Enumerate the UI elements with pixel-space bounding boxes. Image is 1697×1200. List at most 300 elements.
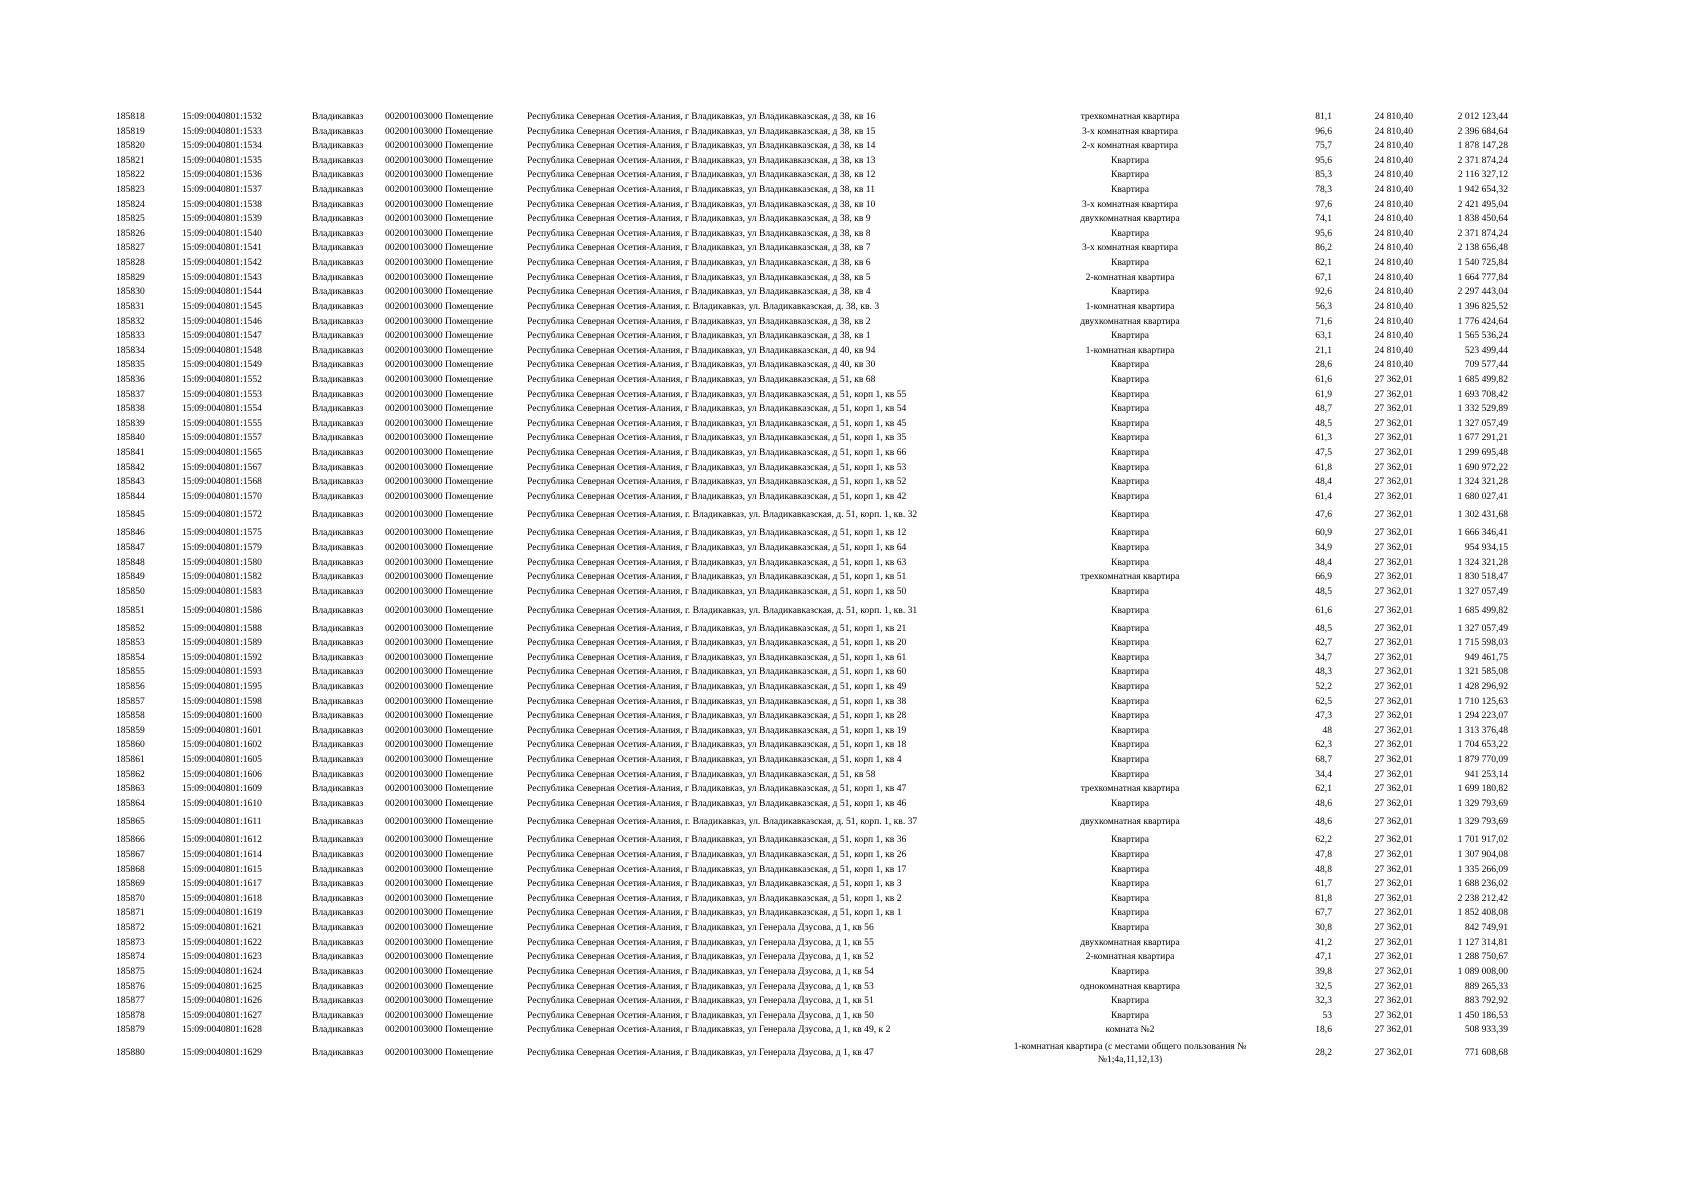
cell-unit-cost: 27 362,01 xyxy=(1374,892,1413,904)
cell-area: 61,6 xyxy=(1315,604,1332,616)
cell-city: Владикавказ xyxy=(312,140,364,152)
cell-city: Владикавказ xyxy=(312,198,364,210)
cell-unit-cost: 27 362,01 xyxy=(1374,753,1413,765)
cell-object-name: 3-х комнатная квартира xyxy=(1082,125,1178,137)
cell-cadastral-value: 941 253,14 xyxy=(1464,768,1508,780)
cell-area: 81,8 xyxy=(1315,892,1332,904)
cell-unit-cost: 27 362,01 xyxy=(1374,907,1413,919)
cell-object-name: Квартира xyxy=(1110,227,1150,239)
cell-cadastral-number: 15:09:0040801:1583 xyxy=(182,585,262,597)
cell-row-id: 185818 xyxy=(116,111,145,122)
cell-address: Республика Северная Осетия-Алания, г Владикавказ, ул Владикавказская, д 51, корп 1, кв 51 xyxy=(527,571,907,583)
cell-object-code: 002001003000 Помещение xyxy=(385,753,494,765)
cell-address: Республика Северная Осетия-Алания, г Владикавказ, ул Владикавказская, д 38, кв 14 xyxy=(527,140,876,152)
cell-address: Республика Северная Осетия-Алания, г Владикавказ, ул Владикавказская, д 38, кв 15 xyxy=(527,125,876,137)
cell-address: Республика Северная Осетия-Алания, г Владикавказ, ул Генерала Дзусова, д 1, кв 51 xyxy=(527,995,874,1007)
cell-address: Республика Северная Осетия-Алания, г Владикавказ, ул Владикавказская, д 51, корп 1, кв 1 xyxy=(527,907,902,919)
cell-address: Республика Северная Осетия-Алания, г Владикавказ, ул Владикавказская, д 51, кв 68 xyxy=(527,373,876,385)
cell-row-id: 185845 xyxy=(116,509,145,521)
cell-object-code: 002001003000 Помещение xyxy=(385,710,494,722)
cell-city: Владикавказ xyxy=(312,753,364,765)
table-row xyxy=(0,585,1697,600)
cell-object-name: Квартира xyxy=(1110,907,1150,919)
cell-city: Владикавказ xyxy=(312,330,364,342)
cell-cadastral-value: 1 699 180,82 xyxy=(1457,783,1508,795)
cell-row-id: 185874 xyxy=(116,951,145,963)
cell-address: Республика Северная Осетия-Алания, г Владикавказ, ул Владикавказская, д 51, корп 1, кв 61 xyxy=(527,651,907,663)
cell-cadastral-number: 15:09:0040801:1588 xyxy=(182,622,262,634)
cell-address: Республика Северная Осетия-Алания, г Владикавказ, ул Генерала Дзусова, д 1, кв 56 xyxy=(527,922,874,934)
cell-unit-cost: 27 362,01 xyxy=(1374,951,1413,963)
cell-area: 47,3 xyxy=(1315,710,1332,722)
cell-cadastral-value: 1 329 793,69 xyxy=(1457,816,1508,828)
cell-object-code: 002001003000 Помещение xyxy=(385,907,494,919)
cell-object-code: 002001003000 Помещение xyxy=(385,571,494,583)
cell-area: 41,2 xyxy=(1315,936,1332,948)
cell-address: Республика Северная Осетия-Алания, г Владикавказ, ул Владикавказская, д 38, кв 2 xyxy=(527,315,871,327)
cell-area: 34,7 xyxy=(1315,651,1332,663)
cell-object-name: Квартира xyxy=(1110,527,1150,539)
cell-object-code: 002001003000 Помещение xyxy=(385,509,494,521)
cell-address: Республика Северная Осетия-Алания, г Владикавказ, ул Владикавказская, д 38, кв 6 xyxy=(527,257,871,269)
cell-unit-cost: 27 362,01 xyxy=(1374,527,1413,539)
cell-object-name: Квартира xyxy=(1110,417,1150,429)
cell-city: Владикавказ xyxy=(312,834,364,846)
cell-unit-cost: 24 810,40 xyxy=(1374,111,1413,122)
cell-row-id: 185820 xyxy=(116,140,145,152)
cell-object-name: Квартира xyxy=(1110,768,1150,780)
cell-city: Владикавказ xyxy=(312,651,364,663)
cell-unit-cost: 27 362,01 xyxy=(1374,403,1413,415)
cell-object-name: Квартира xyxy=(1110,666,1150,678)
cell-object-code: 002001003000 Помещение xyxy=(385,330,494,342)
cell-object-name: трехкомнатная квартира xyxy=(1080,111,1180,122)
cell-address: Республика Северная Осетия-Алания, г. Владикавказ, ул. Владикавказская, д. 51, корп. 1, кв. 37 xyxy=(527,816,918,828)
cell-city: Владикавказ xyxy=(312,213,364,225)
cell-unit-cost: 27 362,01 xyxy=(1374,965,1413,977)
cell-address: Республика Северная Осетия-Алания, г Владикавказ, ул Владикавказская, д 51, корп 1, кв 45 xyxy=(527,417,907,429)
table-row xyxy=(0,504,1697,526)
cell-row-id: 185841 xyxy=(116,447,145,459)
cell-area: 95,6 xyxy=(1315,154,1332,166)
cell-object-code: 002001003000 Помещение xyxy=(385,417,494,429)
cell-cadastral-number: 15:09:0040801:1622 xyxy=(182,936,262,948)
cell-area: 34,4 xyxy=(1315,768,1332,780)
cell-area: 48,4 xyxy=(1315,556,1332,568)
cell-area: 56,3 xyxy=(1315,300,1332,312)
cell-cadastral-number: 15:09:0040801:1602 xyxy=(182,739,262,751)
cell-unit-cost: 24 810,40 xyxy=(1374,169,1413,181)
cell-object-name: Квартира xyxy=(1110,154,1150,166)
cell-city: Владикавказ xyxy=(312,980,364,992)
cell-cadastral-value: 1 288 750,67 xyxy=(1457,951,1508,963)
cell-object-code: 002001003000 Помещение xyxy=(385,637,494,649)
cell-row-id: 185843 xyxy=(116,476,145,488)
cell-area: 63,1 xyxy=(1315,330,1332,342)
cell-row-id: 185860 xyxy=(116,739,145,751)
cell-cadastral-number: 15:09:0040801:1619 xyxy=(182,907,262,919)
cell-object-name: Квартира xyxy=(1110,509,1150,521)
cell-cadastral-value: 1 879 770,09 xyxy=(1457,753,1508,765)
cell-address: Республика Северная Осетия-Алания, г Владикавказ, ул Генерала Дзусова, д 1, кв 55 xyxy=(527,936,874,948)
cell-cadastral-value: 1 776 424,64 xyxy=(1457,315,1508,327)
cell-cadastral-number: 15:09:0040801:1628 xyxy=(182,1024,262,1036)
cell-object-code: 002001003000 Помещение xyxy=(385,461,494,473)
cell-object-name: Квартира xyxy=(1110,169,1150,181)
cell-cadastral-number: 15:09:0040801:1629 xyxy=(182,1047,262,1059)
cell-row-id: 185864 xyxy=(116,797,145,809)
cell-row-id: 185858 xyxy=(116,710,145,722)
table-row xyxy=(0,271,1697,286)
cell-cadastral-value: 1 396 825,52 xyxy=(1457,300,1508,312)
cell-city: Владикавказ xyxy=(312,490,364,502)
cell-row-id: 185879 xyxy=(116,1024,145,1036)
table-row xyxy=(0,950,1697,965)
cell-city: Владикавказ xyxy=(312,797,364,809)
table-row xyxy=(0,877,1697,892)
cell-cadastral-number: 15:09:0040801:1580 xyxy=(182,556,262,568)
cell-object-code: 002001003000 Помещение xyxy=(385,198,494,210)
cell-cadastral-value: 1 715 598,03 xyxy=(1457,637,1508,649)
table-row xyxy=(0,892,1697,907)
cell-cadastral-value: 1 701 917,02 xyxy=(1457,834,1508,846)
cell-cadastral-number: 15:09:0040801:1534 xyxy=(182,140,262,152)
cell-area: 92,6 xyxy=(1315,286,1332,298)
cell-cadastral-value: 1 710 125,63 xyxy=(1457,695,1508,707)
cell-unit-cost: 24 810,40 xyxy=(1374,257,1413,269)
cell-cadastral-value: 1 830 518,47 xyxy=(1457,571,1508,583)
table-row xyxy=(0,622,1697,637)
cell-area: 62,1 xyxy=(1315,257,1332,269)
cell-object-name: 1-комнатная квартира xyxy=(1085,300,1175,312)
cell-unit-cost: 24 810,40 xyxy=(1374,330,1413,342)
cell-cadastral-number: 15:09:0040801:1543 xyxy=(182,271,262,283)
cell-address: Республика Северная Осетия-Алания, г Владикавказ, ул Владикавказская, д 38, кв 7 xyxy=(527,242,871,254)
table-row xyxy=(0,227,1697,242)
cell-object-name: Квартира xyxy=(1110,892,1150,904)
cell-cadastral-value: 1 565 536,24 xyxy=(1457,330,1508,342)
cell-cadastral-value: 1 329 793,69 xyxy=(1457,797,1508,809)
cell-object-code: 002001003000 Помещение xyxy=(385,922,494,934)
cell-cadastral-number: 15:09:0040801:1539 xyxy=(182,213,262,225)
cell-unit-cost: 24 810,40 xyxy=(1374,286,1413,298)
cell-address: Республика Северная Осетия-Алания, г Владикавказ, ул Владикавказская, д 51, корп 1, кв 52 xyxy=(527,476,907,488)
cell-unit-cost: 27 362,01 xyxy=(1374,1047,1413,1059)
cell-object-name: двухкомнатная квартира xyxy=(1080,936,1180,948)
cell-cadastral-number: 15:09:0040801:1600 xyxy=(182,710,262,722)
cell-object-name: Квартира xyxy=(1110,490,1150,502)
cell-cadastral-number: 15:09:0040801:1592 xyxy=(182,651,262,663)
cell-object-code: 002001003000 Помещение xyxy=(385,300,494,312)
table-row xyxy=(0,724,1697,739)
cell-address: Республика Северная Осетия-Алания, г Владикавказ, ул Владикавказская, д 38, кв 8 xyxy=(527,227,871,239)
table-row xyxy=(0,1009,1697,1024)
cell-area: 61,9 xyxy=(1315,388,1332,400)
cell-unit-cost: 27 362,01 xyxy=(1374,783,1413,795)
cell-city: Владикавказ xyxy=(312,695,364,707)
cell-cadastral-number: 15:09:0040801:1593 xyxy=(182,666,262,678)
cell-row-id: 185850 xyxy=(116,585,145,597)
cell-area: 48,4 xyxy=(1315,476,1332,488)
cell-cadastral-value: 1 307 904,08 xyxy=(1457,849,1508,861)
cell-object-code: 002001003000 Помещение xyxy=(385,542,494,554)
cell-city: Владикавказ xyxy=(312,849,364,861)
cell-object-code: 002001003000 Помещение xyxy=(385,111,494,122)
cell-cadastral-number: 15:09:0040801:1541 xyxy=(182,242,262,254)
cell-city: Владикавказ xyxy=(312,951,364,963)
table-row xyxy=(0,709,1697,724)
cell-cadastral-value: 1 690 972,22 xyxy=(1457,461,1508,473)
cell-area: 97,6 xyxy=(1315,198,1332,210)
cell-row-id: 185833 xyxy=(116,330,145,342)
cell-area: 61,3 xyxy=(1315,432,1332,444)
cell-unit-cost: 24 810,40 xyxy=(1374,227,1413,239)
cell-cadastral-value: 1 327 057,49 xyxy=(1457,417,1508,429)
cell-address: Республика Северная Осетия-Алания, г Владикавказ, ул Владикавказская, д 51, корп 1, кв 42 xyxy=(527,490,907,502)
cell-city: Владикавказ xyxy=(312,315,364,327)
cell-object-code: 002001003000 Помещение xyxy=(385,1047,494,1059)
cell-unit-cost: 24 810,40 xyxy=(1374,198,1413,210)
cell-cadastral-number: 15:09:0040801:1572 xyxy=(182,509,262,521)
cell-area: 85,3 xyxy=(1315,169,1332,181)
cell-address: Республика Северная Осетия-Алания, г. Владикавказ, ул. Владикавказская, д. 38, кв. 3 xyxy=(527,300,880,312)
cell-row-id: 185875 xyxy=(116,965,145,977)
cell-cadastral-number: 15:09:0040801:1614 xyxy=(182,849,262,861)
cell-object-name: Квартира xyxy=(1110,447,1150,459)
cell-cadastral-value: 883 792,92 xyxy=(1464,995,1508,1007)
table-row xyxy=(0,782,1697,797)
cell-cadastral-value: 1 127 314,81 xyxy=(1457,936,1508,948)
cell-cadastral-value: 771 608,68 xyxy=(1464,1047,1508,1059)
cell-cadastral-value: 1 324 321,28 xyxy=(1457,556,1508,568)
cell-object-code: 002001003000 Помещение xyxy=(385,388,494,400)
cell-city: Владикавказ xyxy=(312,227,364,239)
cell-row-id: 185880 xyxy=(116,1047,145,1059)
cell-area: 47,6 xyxy=(1315,509,1332,521)
cell-object-name: однокомнатная квартира xyxy=(1079,980,1181,992)
cell-object-code: 002001003000 Помещение xyxy=(385,213,494,225)
cell-object-name: Квартира xyxy=(1110,651,1150,663)
table-row xyxy=(0,526,1697,541)
cell-row-id: 185821 xyxy=(116,154,145,166)
table-row xyxy=(0,556,1697,571)
cell-unit-cost: 27 362,01 xyxy=(1374,834,1413,846)
cell-row-id: 185872 xyxy=(116,922,145,934)
cell-address: Республика Северная Осетия-Алания, г Владикавказ, ул Владикавказская, д 51, корп 1, кв 36 xyxy=(527,834,907,846)
table-row xyxy=(0,1023,1697,1038)
cell-city: Владикавказ xyxy=(312,388,364,400)
cell-object-name: Квартира xyxy=(1110,995,1150,1007)
table-row xyxy=(0,315,1697,330)
cell-cadastral-value: 2 371 874,24 xyxy=(1457,154,1508,166)
cell-unit-cost: 27 362,01 xyxy=(1374,447,1413,459)
cell-row-id: 185837 xyxy=(116,388,145,400)
cell-area: 18,6 xyxy=(1315,1024,1332,1036)
cell-unit-cost: 24 810,40 xyxy=(1374,242,1413,254)
table-row xyxy=(0,936,1697,951)
cell-row-id: 185867 xyxy=(116,849,145,861)
cell-object-code: 002001003000 Помещение xyxy=(385,936,494,948)
cell-object-name: Квартира xyxy=(1110,753,1150,765)
cell-address: Республика Северная Осетия-Алания, г Владикавказ, ул Генерала Дзусова, д 1, кв 53 xyxy=(527,980,874,992)
cell-unit-cost: 27 362,01 xyxy=(1374,373,1413,385)
cell-cadastral-number: 15:09:0040801:1554 xyxy=(182,403,262,415)
cell-object-name: Квартира xyxy=(1110,556,1150,568)
cell-object-name: двухкомнатная квартира xyxy=(1080,213,1180,225)
cell-object-name: 3-х комнатная квартира xyxy=(1082,198,1178,210)
cell-object-code: 002001003000 Помещение xyxy=(385,878,494,890)
cell-object-code: 002001003000 Помещение xyxy=(385,476,494,488)
table-row xyxy=(0,285,1697,300)
cell-unit-cost: 27 362,01 xyxy=(1374,476,1413,488)
cell-row-id: 185840 xyxy=(116,432,145,444)
table-row xyxy=(0,388,1697,403)
cell-object-code: 002001003000 Помещение xyxy=(385,1009,494,1021)
cell-object-name: Квартира xyxy=(1110,849,1150,861)
cell-address: Республика Северная Осетия-Алания, г Владикавказ, ул Владикавказская, д 38, кв 9 xyxy=(527,213,871,225)
cell-row-id: 185824 xyxy=(116,198,145,210)
cell-area: 62,2 xyxy=(1315,834,1332,846)
cell-cadastral-number: 15:09:0040801:1606 xyxy=(182,768,262,780)
cell-unit-cost: 27 362,01 xyxy=(1374,797,1413,809)
cell-object-name: комната №2 xyxy=(1105,1024,1155,1036)
cell-cadastral-number: 15:09:0040801:1545 xyxy=(182,300,262,312)
table-row xyxy=(0,738,1697,753)
cell-object-code: 002001003000 Помещение xyxy=(385,344,494,356)
cell-address: Республика Северная Осетия-Алания, г Владикавказ, ул Владикавказская, д 38, кв 11 xyxy=(527,184,876,196)
table-row xyxy=(0,446,1697,461)
cell-area: 96,6 xyxy=(1315,125,1332,137)
cell-area: 48,5 xyxy=(1315,585,1332,597)
cell-city: Владикавказ xyxy=(312,724,364,736)
cell-address: Республика Северная Осетия-Алания, г Владикавказ, ул Владикавказская, д 40, кв 30 xyxy=(527,359,876,371)
table-row xyxy=(0,965,1697,980)
cell-cadastral-value: 1 878 147,28 xyxy=(1457,140,1508,152)
cell-cadastral-number: 15:09:0040801:1532 xyxy=(182,111,262,122)
cell-area: 28,6 xyxy=(1315,359,1332,371)
cell-object-code: 002001003000 Помещение xyxy=(385,315,494,327)
table-row xyxy=(0,125,1697,140)
table-row xyxy=(0,241,1697,256)
cell-address: Республика Северная Осетия-Алания, г Владикавказ, ул Владикавказская, д 51, корп 1, кв 21 xyxy=(527,622,907,634)
cell-city: Владикавказ xyxy=(312,286,364,298)
cell-city: Владикавказ xyxy=(312,300,364,312)
cell-object-code: 002001003000 Помещение xyxy=(385,816,494,828)
cell-row-id: 185825 xyxy=(116,213,145,225)
cell-city: Владикавказ xyxy=(312,169,364,181)
cell-area: 95,6 xyxy=(1315,227,1332,239)
cell-address: Республика Северная Осетия-Алания, г Владикавказ, ул Владикавказская, д 51, корп 1, кв 53 xyxy=(527,461,907,473)
cell-city: Владикавказ xyxy=(312,257,364,269)
cell-object-code: 002001003000 Помещение xyxy=(385,892,494,904)
cell-row-id: 185819 xyxy=(116,125,145,137)
cell-address: Республика Северная Осетия-Алания, г Владикавказ, ул Владикавказская, д 51, корп 1, кв 55 xyxy=(527,388,907,400)
cell-cadastral-number: 15:09:0040801:1567 xyxy=(182,461,262,473)
cell-city: Владикавказ xyxy=(312,432,364,444)
cell-cadastral-value: 2 396 684,64 xyxy=(1457,125,1508,137)
cell-address: Республика Северная Осетия-Алания, г Владикавказ, ул Владикавказская, д 38, кв 5 xyxy=(527,271,871,283)
cell-object-code: 002001003000 Помещение xyxy=(385,585,494,597)
cell-cadastral-number: 15:09:0040801:1623 xyxy=(182,951,262,963)
cell-unit-cost: 27 362,01 xyxy=(1374,490,1413,502)
cell-unit-cost: 24 810,40 xyxy=(1374,359,1413,371)
cell-object-name: Квартира xyxy=(1110,403,1150,415)
cell-address: Республика Северная Осетия-Алания, г Владикавказ, ул Генерала Дзусова, д 1, кв 49, к 2 xyxy=(527,1024,891,1036)
cell-area: 34,9 xyxy=(1315,542,1332,554)
cell-cadastral-number: 15:09:0040801:1555 xyxy=(182,417,262,429)
cell-object-name: Квартира xyxy=(1110,680,1150,692)
cell-cadastral-value: 842 749,91 xyxy=(1464,922,1508,934)
cell-address: Республика Северная Осетия-Алания, г Владикавказ, ул Владикавказская, д 38, кв 1 xyxy=(527,330,871,342)
cell-unit-cost: 24 810,40 xyxy=(1374,140,1413,152)
cell-cadastral-value: 1 089 008,00 xyxy=(1457,965,1508,977)
cell-row-id: 185832 xyxy=(116,315,145,327)
table-row xyxy=(0,906,1697,921)
cell-row-id: 185856 xyxy=(116,680,145,692)
cell-unit-cost: 27 362,01 xyxy=(1374,461,1413,473)
cell-object-name: 2-комнатная квартира xyxy=(1085,951,1175,963)
cell-object-name: Квартира xyxy=(1110,622,1150,634)
cell-area: 74,1 xyxy=(1315,213,1332,225)
cell-row-id: 185870 xyxy=(116,892,145,904)
cell-row-id: 185854 xyxy=(116,651,145,663)
cell-area: 66,9 xyxy=(1315,571,1332,583)
cell-cadastral-value: 1 327 057,49 xyxy=(1457,585,1508,597)
table-row xyxy=(0,994,1697,1009)
cell-area: 48,5 xyxy=(1315,622,1332,634)
table-row xyxy=(0,402,1697,417)
cell-object-name: Квартира xyxy=(1110,184,1150,196)
cell-unit-cost: 27 362,01 xyxy=(1374,542,1413,554)
cell-object-name: Квартира xyxy=(1110,604,1150,616)
cell-city: Владикавказ xyxy=(312,637,364,649)
cell-object-code: 002001003000 Помещение xyxy=(385,797,494,809)
table-row xyxy=(0,768,1697,783)
cell-cadastral-value: 508 933,39 xyxy=(1464,1024,1508,1036)
cell-area: 28,2 xyxy=(1315,1047,1332,1059)
cell-unit-cost: 27 362,01 xyxy=(1374,695,1413,707)
cell-cadastral-number: 15:09:0040801:1579 xyxy=(182,542,262,554)
cell-object-code: 002001003000 Помещение xyxy=(385,604,494,616)
cell-cadastral-value: 1 294 223,07 xyxy=(1457,710,1508,722)
cell-object-name: Квартира xyxy=(1110,257,1150,269)
cell-city: Владикавказ xyxy=(312,403,364,415)
cell-city: Владикавказ xyxy=(312,995,364,1007)
cell-cadastral-number: 15:09:0040801:1570 xyxy=(182,490,262,502)
cell-unit-cost: 27 362,01 xyxy=(1374,710,1413,722)
cell-cadastral-value: 1 688 236,02 xyxy=(1457,878,1508,890)
cell-object-name: трехкомнатная квартира xyxy=(1080,571,1180,583)
cell-city: Владикавказ xyxy=(312,509,364,521)
cell-area: 48,5 xyxy=(1315,417,1332,429)
cell-address: Республика Северная Осетия-Алания, г Владикавказ, ул Владикавказская, д 38, кв 16 xyxy=(527,111,876,122)
cell-cadastral-value: 949 461,75 xyxy=(1464,651,1508,663)
cell-address: Республика Северная Осетия-Алания, г Владикавказ, ул Владикавказская, д 51, корп 1, кв 64 xyxy=(527,542,907,554)
cell-cadastral-value: 1 838 450,64 xyxy=(1457,213,1508,225)
cell-cadastral-value: 1 540 725,84 xyxy=(1457,257,1508,269)
cell-address: Республика Северная Осетия-Алания, г Владикавказ, ул Владикавказская, д 51, корп 1, кв 46 xyxy=(527,797,907,809)
cell-city: Владикавказ xyxy=(312,816,364,828)
cell-city: Владикавказ xyxy=(312,184,364,196)
table-row xyxy=(0,848,1697,863)
cell-row-id: 185849 xyxy=(116,571,145,583)
cell-city: Владикавказ xyxy=(312,1009,364,1021)
cell-row-id: 185834 xyxy=(116,344,145,356)
cell-object-name: 2-х комнатная квартира xyxy=(1082,140,1178,152)
cell-object-code: 002001003000 Помещение xyxy=(385,622,494,634)
cell-cadastral-number: 15:09:0040801:1612 xyxy=(182,834,262,846)
cell-cadastral-value: 1 428 296,92 xyxy=(1457,680,1508,692)
